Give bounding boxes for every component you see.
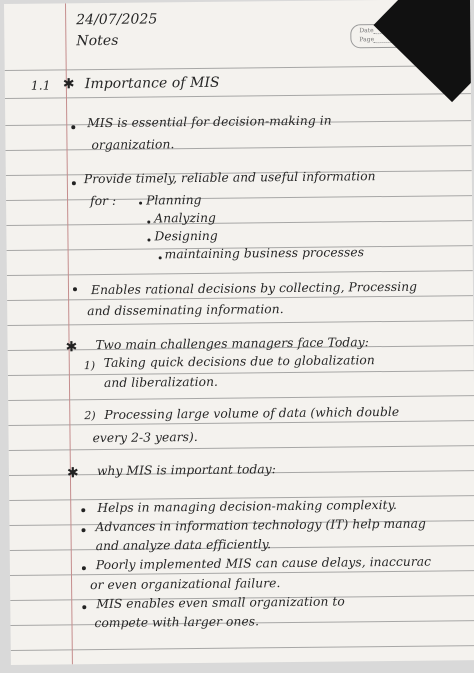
bullet-icon: [147, 238, 150, 241]
ruled-line: [7, 270, 473, 276]
note-line: Planning: [145, 192, 202, 208]
ruled-line: [10, 570, 474, 576]
note-line: Helps in managing decision-making complexity.: [97, 497, 397, 516]
note-line: Poorly implemented MIS can cause delays, inaccurac: [95, 554, 432, 573]
ruled-line: [9, 445, 474, 451]
ruled-line: [6, 220, 472, 226]
note-line: Taking quick decisions due to globalization: [103, 353, 375, 370]
section-number: 1.1: [30, 78, 51, 93]
note-line: maintaining business processes: [164, 245, 365, 262]
section-heading: Importance of MIS: [84, 74, 220, 93]
note-line: every 2-3 years).: [92, 429, 198, 446]
note-line: why MIS is important today:: [96, 462, 276, 479]
note-line: Enables rational decisions by collecting, Processing: [90, 279, 418, 298]
notebook-page: [4, 0, 474, 665]
note-line: Processing large volume of data (which double: [104, 404, 400, 422]
page-title: Notes: [76, 32, 119, 50]
bullet-icon: [73, 287, 77, 291]
bullet-icon: [82, 605, 86, 609]
bullet-icon: [71, 125, 75, 129]
page-label: Page: [359, 36, 375, 44]
note-line: organization.: [91, 137, 175, 153]
ruled-line: [8, 370, 474, 376]
margin-line: [62, 3, 75, 664]
bullet-icon: [82, 566, 86, 570]
note-line: MIS is essential for decision-making in: [87, 113, 332, 131]
ruled-line: [5, 93, 471, 99]
note-line: and liberalization.: [103, 374, 219, 390]
note-line: or even organizational failure.: [90, 576, 281, 593]
date-label: Date: [359, 27, 374, 35]
note-date: 24/07/2025: [76, 11, 158, 29]
list-number: 1): [83, 359, 96, 373]
bullet-icon: [147, 220, 150, 223]
note-line: and disseminating information.: [87, 302, 284, 319]
asterisk-icon: ✱: [62, 76, 75, 93]
ruled-line: [8, 395, 474, 401]
bullet-icon: [159, 256, 162, 259]
asterisk-icon: ✱: [65, 339, 78, 356]
ruled-line: [11, 645, 474, 651]
note-line: Designing: [154, 228, 218, 244]
ruled-line: [8, 420, 474, 426]
note-line: Analyzing: [154, 210, 216, 226]
note-line: for :: [89, 193, 117, 209]
ruled-line: [7, 295, 473, 301]
note-line: Provide timely, reliable and useful information: [83, 169, 376, 187]
note-line: MIS enables even small organization to: [96, 594, 345, 612]
ruled-line: [6, 145, 472, 151]
bullet-icon: [139, 202, 142, 205]
asterisk-icon: ✱: [66, 465, 79, 482]
ruled-line: [6, 195, 472, 201]
bullet-icon: [72, 181, 76, 185]
dark-corner: [373, 0, 474, 102]
note-line: compete with larger ones.: [94, 614, 260, 631]
bullet-icon: [81, 528, 85, 532]
ruled-line: [7, 320, 473, 326]
note-line: and analyze data efficiently.: [95, 537, 272, 554]
note-line: Two main challenges managers face Today:: [95, 335, 369, 353]
list-number: 2): [84, 409, 96, 423]
note-line: Advances in information technology (IT) help manag: [95, 516, 426, 535]
bullet-icon: [81, 508, 85, 512]
ruled-line: [5, 65, 471, 71]
